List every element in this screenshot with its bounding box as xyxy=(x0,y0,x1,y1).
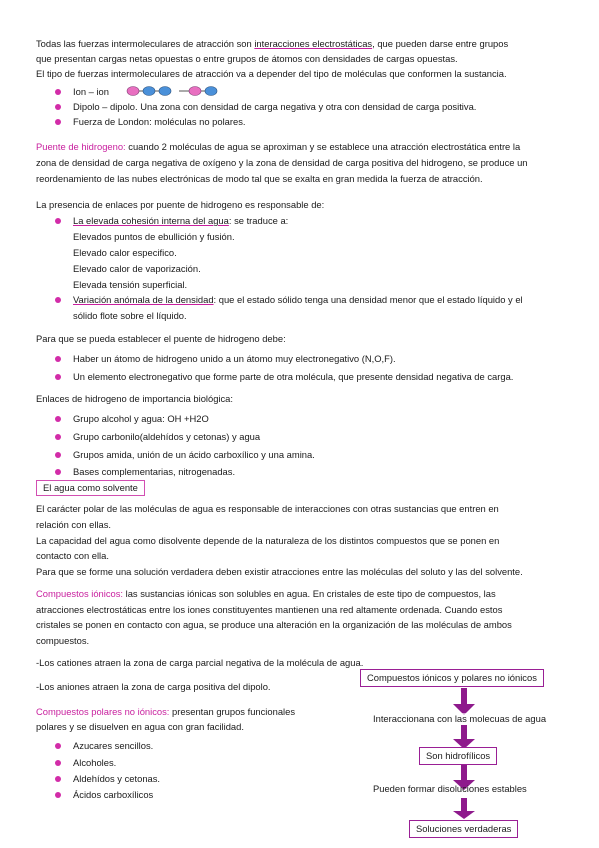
bullet xyxy=(55,374,61,380)
bullet xyxy=(55,434,61,440)
density-item xyxy=(73,294,523,306)
bio-item: Grupo alcohol y agua: OH +H2O xyxy=(73,413,209,424)
solvent-line-2: relación con ellas. xyxy=(36,519,112,530)
polar-item: Aldehídos y cetonas. xyxy=(73,773,161,784)
ionic-line-1 xyxy=(36,588,496,600)
cohesion-sub-item: Elevado calor especifico. xyxy=(73,247,177,258)
bullet xyxy=(55,452,61,458)
force-dipole: Dipolo – dipolo. Una zona con densidad de carga negativa y otra con densidad de carga positiva. xyxy=(73,101,477,112)
density-line-2: sólido flote sobre el líquido. xyxy=(73,310,187,321)
flow-box-compounds: Compuestos iónicos y polares no iónicos xyxy=(360,669,544,687)
flow-box-hydrophilic: Son hidrofílicos xyxy=(419,747,497,765)
responsible-intro: La presencia de enlaces por puente de hidrogeno es responsable de: xyxy=(36,199,325,210)
cohesion-item xyxy=(73,215,288,227)
conditions-intro: Para que se pueda establecer el puente de hidrogeno debe: xyxy=(36,333,286,344)
bullet xyxy=(55,89,61,95)
ionic-line-4: compuestos. xyxy=(36,635,90,646)
polar-item: Ácidos carboxílicos xyxy=(73,789,154,800)
polar-text: presentan grupos funcionales xyxy=(169,706,296,717)
bullet xyxy=(55,469,61,475)
bullet xyxy=(55,119,61,125)
anions-line: -Los aniones atraen la zona de carga positiva del dipolo. xyxy=(36,681,271,692)
cohesion-post: : se traduce a: xyxy=(228,215,289,226)
ionic-term: Compuestos iónicos: xyxy=(36,588,124,599)
ionic-text: las sustancias iónicas son solubles en agua. En cristales de este tipo de compuestos, las xyxy=(123,588,496,599)
bio-intro: Enlaces de hidrogeno de importancia biológica: xyxy=(36,393,234,404)
cations-line: -Los cationes atraen la zona de carga parcial negativa de la molécula de agua. xyxy=(36,657,364,668)
hbond-text: cuando 2 moléculas de agua se aproximan y se establece una atracción electrostática entre la xyxy=(125,141,521,152)
positive-ion-icon xyxy=(189,87,201,96)
bullet xyxy=(55,416,61,422)
cohesion-sub-item: Elevado calor de vaporización. xyxy=(73,263,201,274)
intro-text: Todas las fuerzas intermoleculares de atracción son xyxy=(36,38,255,49)
hbond-line-2: zona de densidad de carga negativa de oxígeno y la zona de densidad de carga positiva del hidrogeno, se produce un xyxy=(36,157,528,168)
flow-text-solutions: Pueden formar disoluciones estables xyxy=(373,783,527,794)
condition-item: Un elemento electronegativo que forme parte de otra molécula, que presente densidad negativa de carga. xyxy=(73,371,514,382)
hbond-line-3: reordenamiento de las nubes electrónicas de modo tal que se exalta en gran medida la fuerza de atracción. xyxy=(36,173,483,184)
negative-ion-icon xyxy=(205,87,217,96)
polar-item: Alcoholes. xyxy=(73,757,117,768)
density-post: : que el estado sólido tenga una densidad menor que el estado líquido y el xyxy=(213,294,523,305)
bullet xyxy=(55,743,61,749)
intro-text-post: , que pueden darse entre grupos xyxy=(372,38,509,49)
density-label: Variación anómala de la densidad xyxy=(73,294,214,305)
electrostatic-term: interacciones electrostáticas xyxy=(254,38,373,49)
force-ion-ion: Ion – ion xyxy=(73,86,109,97)
polar-item: Azucares sencillos. xyxy=(73,740,154,751)
hbond-line-1 xyxy=(36,141,520,153)
positive-ion-icon xyxy=(127,87,139,96)
bullet xyxy=(55,792,61,798)
cohesion-label: La elevada cohesión interna del agua xyxy=(73,215,229,226)
solvent-heading: El agua como solvente xyxy=(36,480,145,496)
force-london: Fuerza de London: moléculas no polares. xyxy=(73,116,246,127)
arrow-down-icon xyxy=(453,811,475,819)
solvent-line-1: El carácter polar de las moléculas de agua es responsable de interacciones con otras sustancias que entren en xyxy=(36,503,499,514)
solvent-line-4: contacto con ella. xyxy=(36,550,109,561)
negative-ion-icon xyxy=(159,87,171,96)
ionic-line-3: cristales se ponen en contacto con agua, se produce una alteración en la organización de las moléculas de ambos xyxy=(36,619,512,630)
bio-item: Grupo carbonilo(aldehídos y cetonas) y agua xyxy=(73,431,261,442)
negative-ion-icon xyxy=(143,87,155,96)
intro-line-2: que presentan cargas netas opuestas o entre grupos de átomos con densidades de cargas opuestas. xyxy=(36,53,458,64)
flow-box-true-solutions: Soluciones verdaderas xyxy=(409,820,518,838)
bullet xyxy=(55,760,61,766)
ion-ion-diagram xyxy=(123,85,223,97)
polar-line-1 xyxy=(36,706,295,718)
bullet xyxy=(55,776,61,782)
flow-text-interact: Interaccionana con las molecuas de agua xyxy=(373,713,547,724)
intro-line-3: El tipo de fuerzas intermoleculares de atracción va a depender del tipo de moléculas que conformen la sustancia. xyxy=(36,68,507,79)
bullet xyxy=(55,218,61,224)
bullet xyxy=(55,356,61,362)
solvent-line-5: Para que se forme una solución verdadera deben existir atracciones entre las moléculas del soluto y las del solvente. xyxy=(36,566,523,577)
polar-term: Compuestos polares no iónicos: xyxy=(36,706,170,717)
hbond-term: Puente de hidrogeno: xyxy=(36,141,126,152)
ionic-line-2: atracciones electrostáticas entre los iones constituyentes mantienen una red altamente ordenada. Cuando estos xyxy=(36,604,503,615)
bio-item: Grupos amida, unión de un ácido carboxílico y una amina. xyxy=(73,449,315,460)
polar-line-2: polares y se disuelven en agua con gran facilidad. xyxy=(36,721,244,732)
bio-item: Bases complementarias, nitrogenadas. xyxy=(73,466,236,477)
bullet xyxy=(55,297,61,303)
intro-line-1 xyxy=(36,38,508,50)
solvent-line-3: La capacidad del agua como disolvente depende de la naturaleza de los distintos compuestos que se ponen en xyxy=(36,535,500,546)
cohesion-sub-item: Elevada tensión superficial. xyxy=(73,279,188,290)
condition-item: Haber un átomo de hidrogeno unido a un átomo muy electronegativo (N,O,F). xyxy=(73,353,396,364)
bullet xyxy=(55,104,61,110)
cohesion-sub-item: Elevados puntos de ebullición y fusión. xyxy=(73,231,235,242)
